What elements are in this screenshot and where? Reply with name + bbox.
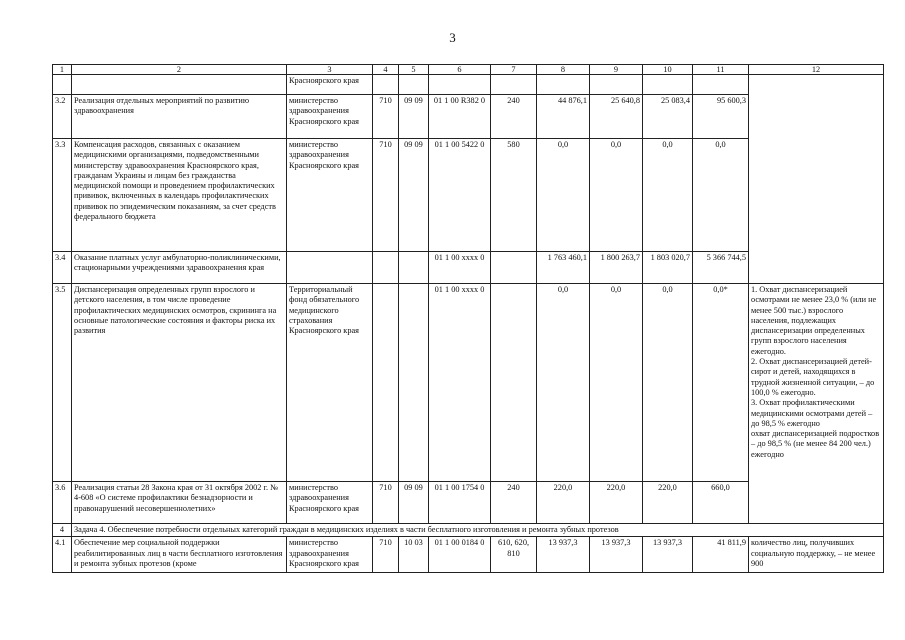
table-row (53, 95, 884, 139)
cell-y1 (537, 75, 590, 95)
table-row (53, 284, 884, 482)
cell-grbs: 710 (373, 482, 399, 524)
cell-grbs: 710 (373, 537, 399, 573)
cell-total: 5 366 744,5 (693, 252, 749, 284)
cell-total: 41 811,9 (693, 537, 749, 573)
cell-vr (491, 252, 537, 284)
col-header: 2 (72, 65, 287, 75)
cell-csr: 01 1 00 5422 0 (429, 139, 491, 252)
cell-y3 (643, 75, 693, 95)
cell-total: 0,0* (693, 284, 749, 482)
cell-total: 95 600,3 (693, 95, 749, 139)
cell-csr: 01 1 00 xxxx 0 (429, 284, 491, 482)
cell-rzpr: 09 09 (399, 482, 429, 524)
cell-y3: 13 937,3 (643, 537, 693, 573)
cell-y2: 13 937,3 (590, 537, 643, 573)
cell-y2: 0,0 (590, 284, 643, 482)
cell-y2: 25 640,8 (590, 95, 643, 139)
cell-y1: 44 876,1 (537, 95, 590, 139)
col-header: 10 (643, 65, 693, 75)
cell-total: 660,0 (693, 482, 749, 524)
cell-csr: 01 1 00 xxxx 0 (429, 252, 491, 284)
col-header: 12 (749, 65, 884, 75)
cell-num: 3.6 (53, 482, 72, 524)
cell-y1: 0,0 (537, 139, 590, 252)
cell-name: Реализация отдельных мероприятий по развитию здравоохранения (72, 95, 287, 139)
col-header: 3 (287, 65, 373, 75)
col-header: 11 (693, 65, 749, 75)
cell-vr (491, 75, 537, 95)
cell-y3: 0,0 (643, 139, 693, 252)
cell-name: Диспансеризация определенных групп взрослого и детского населения, в том числе проведение профилактических медицинских осмотров, скрининга на основные патологические состояния и факторы риска их развития (72, 284, 287, 482)
cell-grbs: 710 (373, 139, 399, 252)
cell-vr: 240 (491, 95, 537, 139)
cell-csr (429, 75, 491, 95)
table-row (53, 537, 884, 573)
cell-y2 (590, 75, 643, 95)
cell-grbs (373, 284, 399, 482)
cell-y3: 0,0 (643, 284, 693, 482)
cell-vr (491, 284, 537, 482)
cell-y3: 1 803 020,7 (643, 252, 693, 284)
cell-exec: министерство здравоохранения Красноярского края (287, 537, 373, 573)
cell-vr: 580 (491, 139, 537, 252)
cell-num (53, 75, 72, 95)
cell-name (72, 75, 287, 95)
cell-y2: 220,0 (590, 482, 643, 524)
cell-rzpr: 10 03 (399, 537, 429, 573)
cell-num: 3.2 (53, 95, 72, 139)
cell-num: 3.3 (53, 139, 72, 252)
col-header: 4 (373, 65, 399, 75)
cell-indicator (749, 95, 884, 139)
cell-rzpr: 09 09 (399, 95, 429, 139)
cell-csr: 01 1 00 1754 0 (429, 482, 491, 524)
table-row (53, 75, 884, 95)
cell-rzpr: 09 09 (399, 139, 429, 252)
table-row (53, 252, 884, 284)
cell-y3: 25 083,4 (643, 95, 693, 139)
col-header: 7 (491, 65, 537, 75)
cell-rzpr (399, 284, 429, 482)
page-number: 3 (449, 30, 456, 45)
cell-name: Компенсация расходов, связанных с оказанием медицинскими организациями, подведомственными министерству здравоохранения Красноярского края, гражданам Украины и лицам без гражданства медицинской помощи и проведением профилактических прививок, включенных в календарь профилактических прививок по эпидемическим показаниям, за счет средств федерального бюджета (72, 139, 287, 252)
cell-name: Реализация статьи 28 Закона края от 31 октября 2002 г. № 4-608 «О системе профилактики безнадзорности и правонарушений несовершеннолетних» (72, 482, 287, 524)
cell-csr: 01 1 00 0184 0 (429, 537, 491, 573)
task-title: Задача 4. Обеспечение потребности отдельных категорий граждан в медицинских изделиях в части бесплатного изготовления и ремонта зубных протезов (72, 524, 884, 537)
cell-exec: Территориальный фонд обязательного медицинского страхования Красноярского края (287, 284, 373, 482)
budget-table (52, 64, 884, 573)
cell-exec (287, 252, 373, 284)
cell-y3: 220,0 (643, 482, 693, 524)
task-row (53, 524, 884, 537)
col-header: 8 (537, 65, 590, 75)
cell-y2: 1 800 263,7 (590, 252, 643, 284)
cell-vr: 240 (491, 482, 537, 524)
cell-y1: 220,0 (537, 482, 590, 524)
cell-indicator (749, 252, 884, 284)
cell-total: 0,0 (693, 139, 749, 252)
cell-grbs (373, 75, 399, 95)
cell-num: 4 (53, 524, 72, 537)
cell-indicator-3x: 1. Охват диспансеризацией осмотрами не менее 23,0 % (или не менее 500 тыс.) взрослого населения, подлежащих диспансеризации определенных групп взрослого населения ежегодно. 2. Охват диспансеризацией детей-сирот и детей, находящихся в трудной жизненной ситуации, – до 100,0 % ежегодно. 3. Охват профилактическими медицинскими осмотрами детей – до 98,5 % ежегодно охват диспансеризацией подростков – до 98,5 % (не менее 84 200 чел.) ежегодно (749, 284, 884, 524)
cell-csr: 01 1 00 R382 0 (429, 95, 491, 139)
cell-num: 4.1 (53, 537, 72, 573)
cell-exec: министерство здравоохранения Красноярского края (287, 482, 373, 524)
cell-num: 3.4 (53, 252, 72, 284)
cell-grbs (373, 252, 399, 284)
cell-indicator (749, 75, 884, 95)
header-row (53, 65, 884, 75)
cell-num: 3.5 (53, 284, 72, 482)
col-header: 5 (399, 65, 429, 75)
col-header: 6 (429, 65, 491, 75)
cell-name: Оказание платных услуг амбулаторно-поликлиническими, стационарными учреждениями здравоохранения края (72, 252, 287, 284)
cell-rzpr (399, 252, 429, 284)
cell-y1: 0,0 (537, 284, 590, 482)
table-row (53, 139, 884, 252)
cell-indicator: количество лиц, получивших социальную поддержку, – не менее 900 (749, 537, 884, 573)
cell-total (693, 75, 749, 95)
cell-grbs: 710 (373, 95, 399, 139)
cell-y1: 1 763 460,1 (537, 252, 590, 284)
cell-y1: 13 937,3 (537, 537, 590, 573)
cell-exec: министерство здравоохранения Красноярского края (287, 95, 373, 139)
col-header: 9 (590, 65, 643, 75)
cell-rzpr (399, 75, 429, 95)
cell-name: Обеспечение мер социальной поддержки реабилитированных лиц в части бесплатного изготовления и ремонта зубных протезов (кроме (72, 537, 287, 573)
cell-y2: 0,0 (590, 139, 643, 252)
col-header: 1 (53, 65, 72, 75)
cell-exec: Красноярского края (287, 75, 373, 95)
cell-exec: министерство здравоохранения Красноярского края (287, 139, 373, 252)
cell-vr: 610, 620, 810 (491, 537, 537, 573)
cell-indicator (749, 139, 884, 252)
